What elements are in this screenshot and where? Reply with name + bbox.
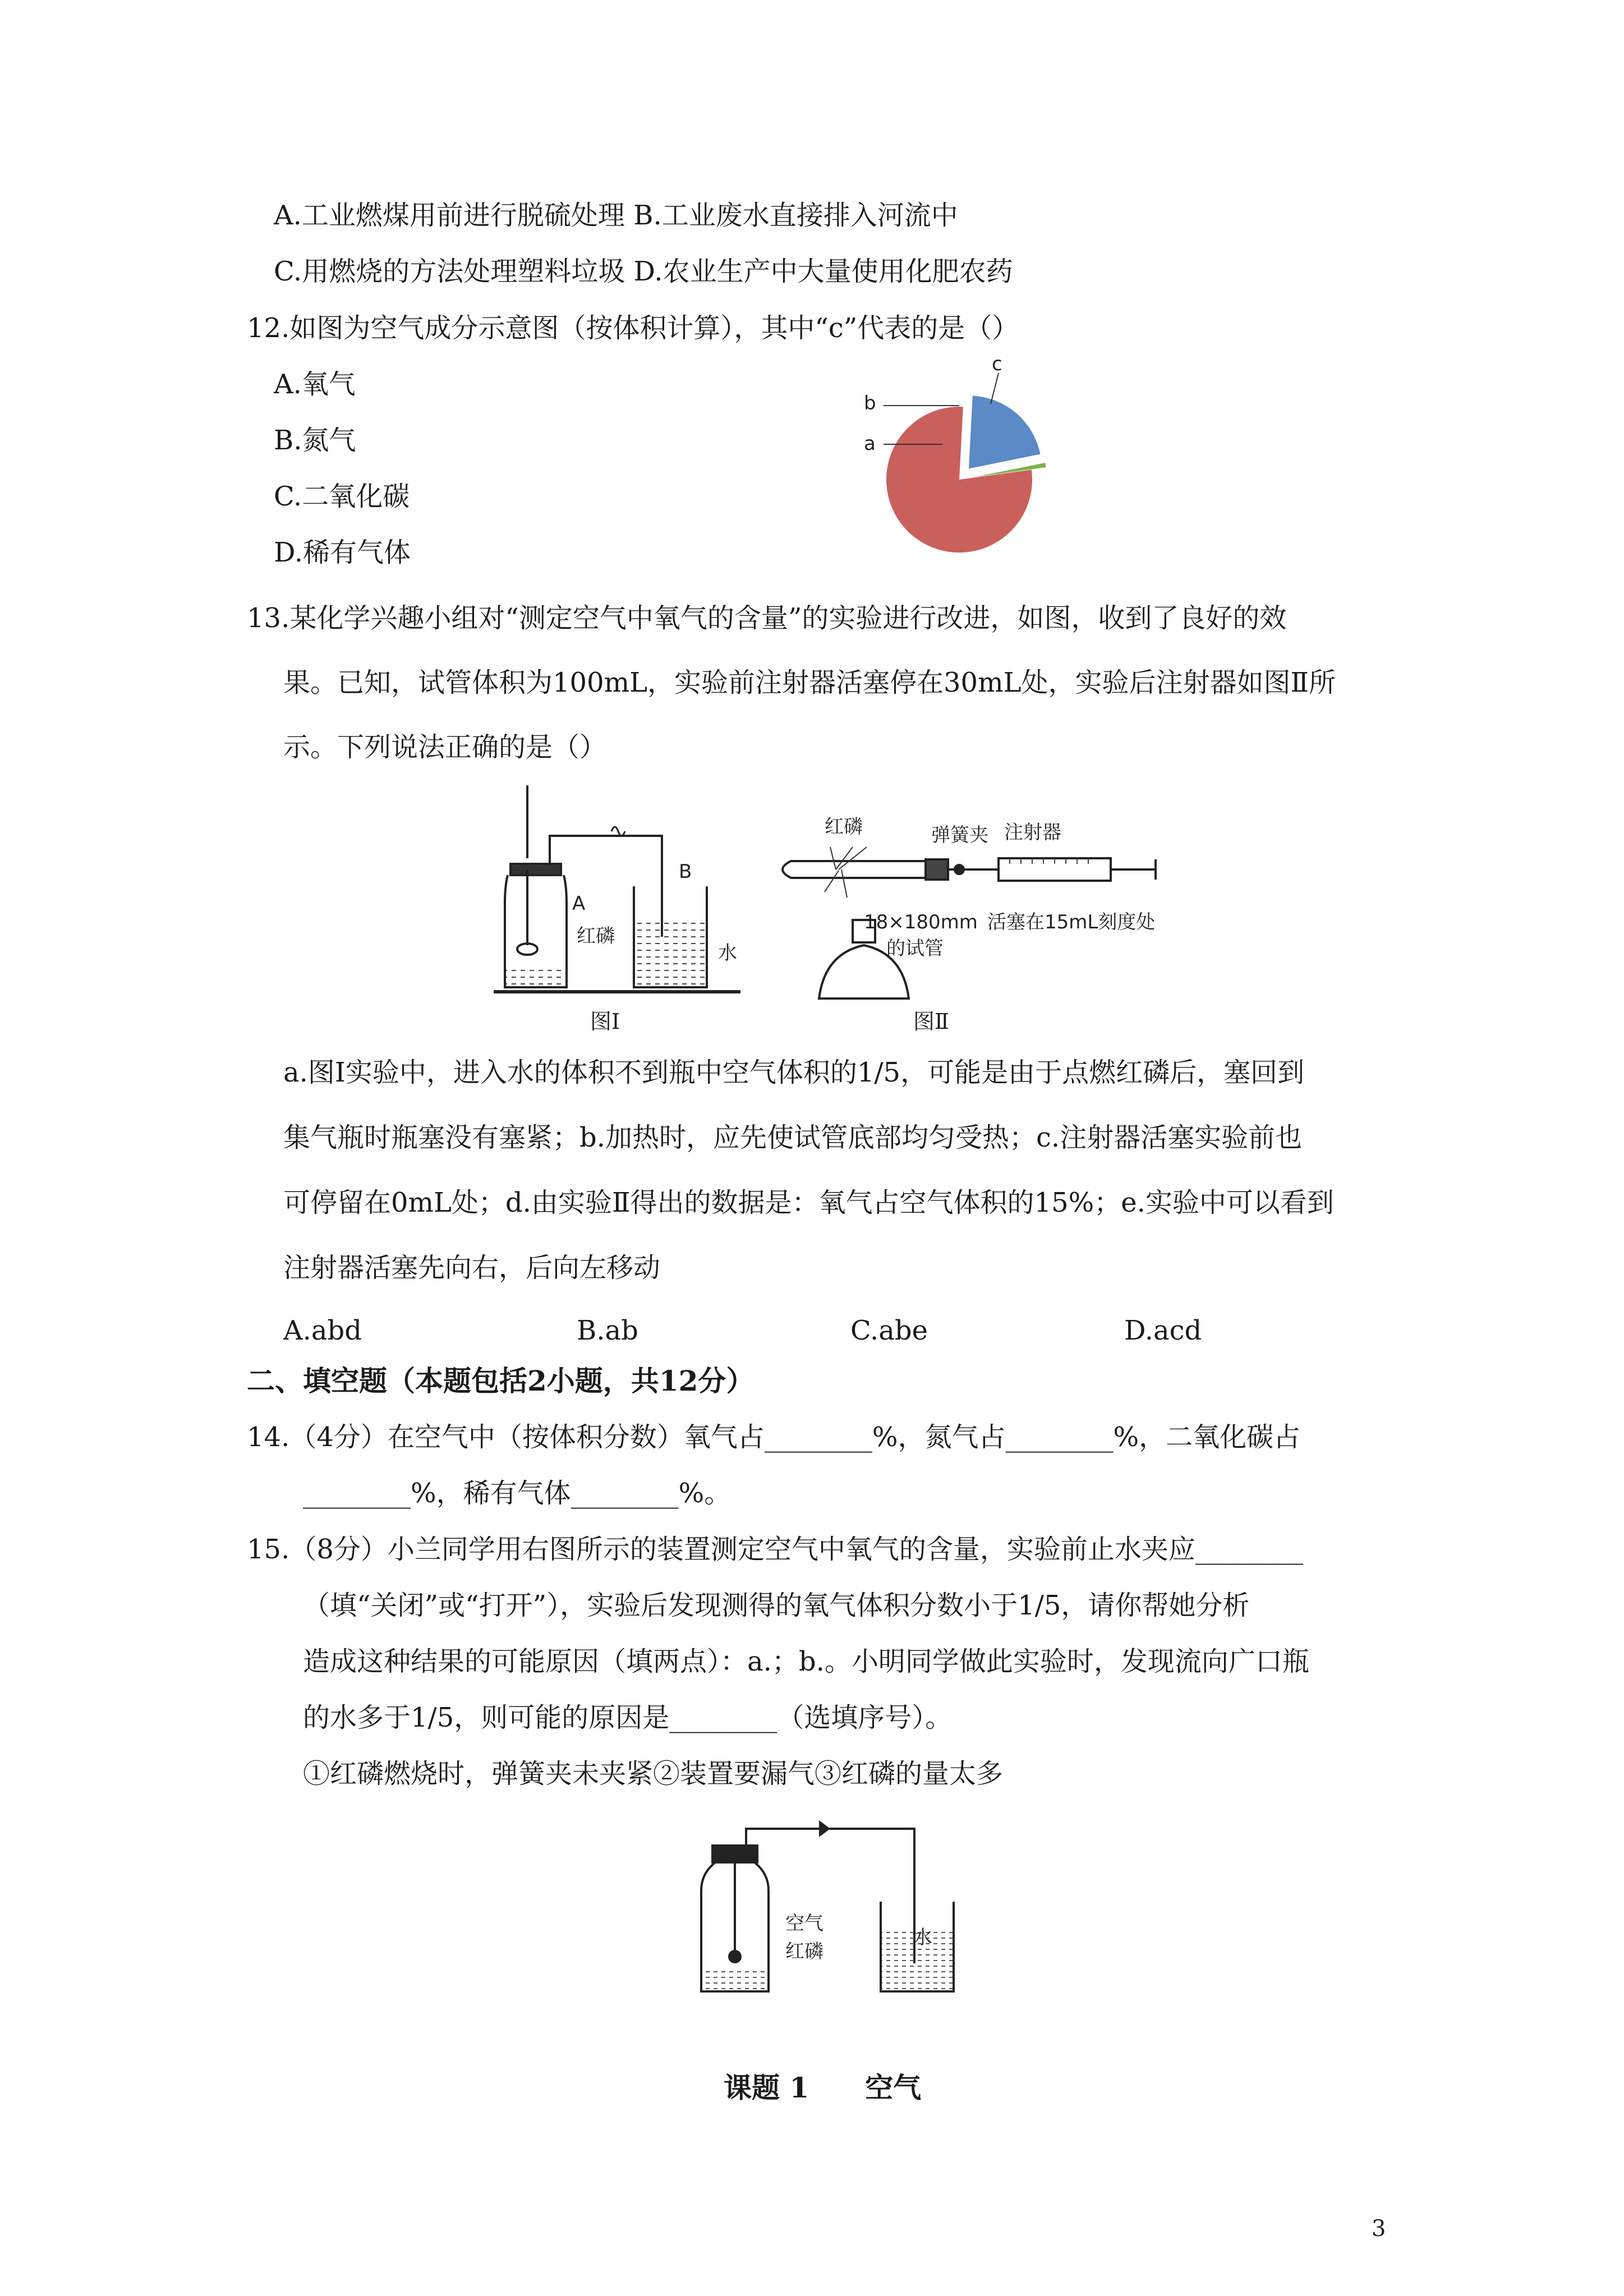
q12-stem: 12.如图为空气成分示意图（按体积计算），其中“c”代表的是（） (247, 312, 1019, 344)
q13-option-a: A.abd (283, 1315, 362, 1346)
q11-options-ab: A.工业燃煤用前进行脱硫处理 B.工业废水直接排入河流中 (274, 200, 958, 231)
fig2-label-syringe: 注射器 (1004, 821, 1061, 844)
q15-line5: ①红磷燃烧时，弹簧夹未夹紧②装置要漏气③红磷的量太多 (303, 1758, 1004, 1789)
q13-option-b: B.ab (577, 1315, 638, 1346)
q13-stem-line3: 示。下列说法正确的是（） (283, 731, 607, 763)
pie-label-c: c (992, 353, 1002, 375)
page-number: 3 (1372, 2216, 1386, 2242)
fig2-label-hongling: 红磷 (825, 816, 863, 838)
figure-2-apparatus (769, 808, 1206, 1010)
q14-line1: 14.（4分）在空气中（按体积分数）氧气占________%，氮气占________%，二氧化碳占 (247, 1421, 1301, 1453)
q13-option-d: D.acd (1124, 1315, 1202, 1346)
fig2-label-piston: 活塞在15mL刻度处 (987, 911, 1156, 933)
q11-options-cd: C.用燃烧的方法处理塑料垃圾 D.农业生产中大量使用化肥农药 (274, 256, 1013, 287)
q15-fig-label-water: 水 (913, 1926, 932, 1949)
pie-label-b: b (864, 392, 876, 415)
fig2-label-tube-size: 18×180mm (864, 911, 978, 933)
fig2-label-tube: 的试管 (886, 937, 944, 960)
fig1-label-b: B (679, 861, 692, 883)
q14-line2: ________%，稀有气体________%。 (303, 1478, 732, 1509)
q15-fig-label-hongling: 红磷 (785, 1940, 823, 1963)
q13-statement-line3: 可停留在0mL处；d.由实验Ⅱ得出的数据是：氧气占空气体积的15%；e.实验中可以看到 (283, 1187, 1334, 1218)
q15-line1: 15.（8分）小兰同学用右图所示的装置测定空气中氧气的含量，实验前止水夹应________ (247, 1534, 1303, 1565)
fig2-label-spring-clip: 弹簧夹 (931, 824, 988, 846)
q13-statement-line2: 集气瓶时瓶塞没有塞紧；b.加热时，应先使试管底部均匀受热；c.注射器活塞实验前也 (283, 1122, 1303, 1153)
q13-stem-line2: 果。已知，试管体积为100mL，实验前注射器活塞停在30mL处，实验后注射器如图Ⅱ所 (283, 667, 1336, 698)
q15-fig-label-air: 空气 (785, 1912, 823, 1935)
q12-option-d: D.稀有气体 (274, 537, 411, 568)
q12-option-a: A.氧气 (274, 369, 356, 400)
air-composition-pie-chart (830, 348, 1077, 572)
fig1-label-hongling: 红磷 (577, 925, 615, 947)
q15-line3: 造成这种结果的可能原因（填两点）：a.；b.。小明同学做此实验时，发现流向广口瓶 (303, 1646, 1309, 1677)
q13-stem-line1: 13.某化学兴趣小组对“测定空气中氧气的含量”的实验进行改进，如图，收到了良好的效 (247, 602, 1287, 634)
q13-option-c: C.abe (850, 1315, 928, 1346)
fig1-label-water: 水 (718, 942, 737, 964)
q15-apparatus-figure (690, 1818, 959, 2003)
q13-statement-line1: a.图Ⅰ实验中，进入水的体积不到瓶中空气体积的1/5，可能是由于点燃红磷后，塞回到 (283, 1057, 1305, 1088)
q12-option-c: C.二氧化碳 (274, 481, 410, 512)
pie-leader-c (991, 373, 999, 404)
q13-statement-line4: 注射器活塞先向右，后向左移动 (283, 1252, 661, 1283)
fig1-caption: 图Ⅰ (590, 1009, 620, 1034)
fig2-caption: 图Ⅱ (913, 1009, 949, 1034)
lesson-title: 课题 1 空气 (724, 2071, 922, 2104)
pie-label-a: a (864, 432, 876, 455)
figure-1-apparatus (494, 785, 763, 1010)
q12-option-b: B.氮气 (274, 425, 356, 456)
pie-slice-c (969, 395, 1040, 468)
fig1-label-a: A (572, 892, 586, 915)
section-2-title: 二、填空题（本题包括2小题，共12分） (247, 1364, 755, 1397)
q15-line2: （填“关闭”或“打开”），实验后发现测得的氧气体积分数小于1/5，请你帮她分析 (303, 1590, 1250, 1621)
q15-line4: 的水多于1/5，则可能的原因是________（选填序号）。 (303, 1702, 953, 1733)
